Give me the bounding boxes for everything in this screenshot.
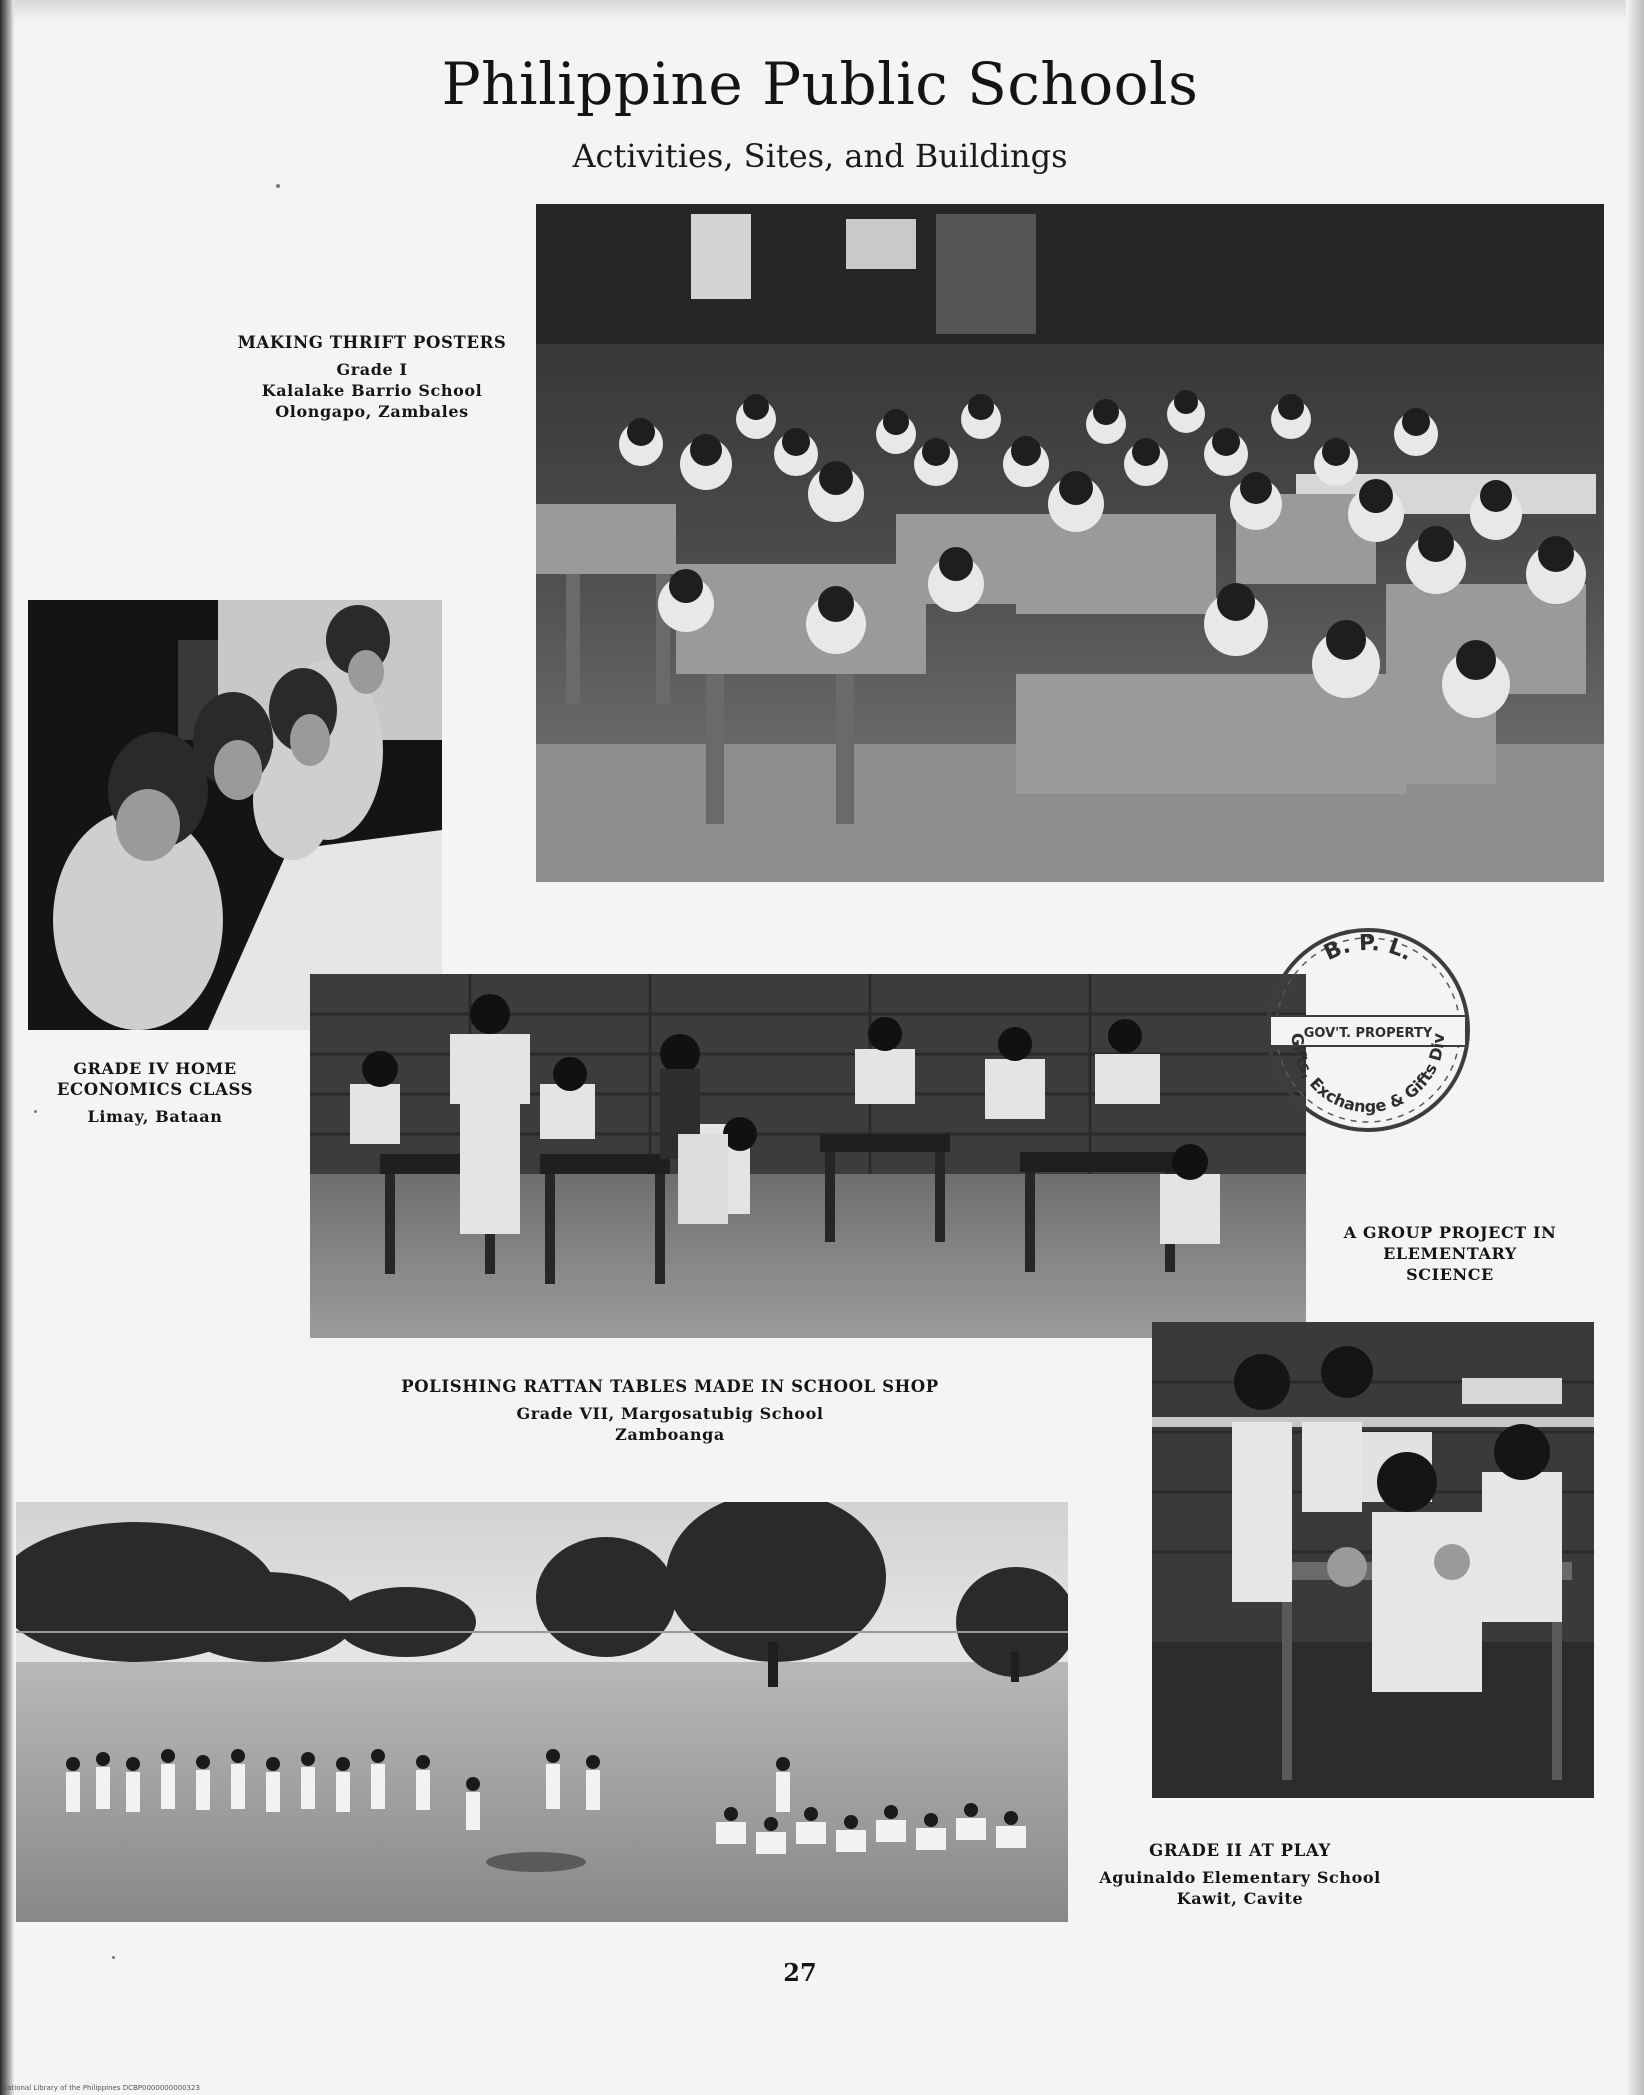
stamp-bottom-text: Gifts, Exchange & Gifts Div [1287, 1032, 1449, 1117]
caption-thrift-posters-grade: Grade I [336, 360, 408, 379]
photo-thrift-posters-classroom [536, 204, 1604, 882]
caption-group-project [1320, 1222, 1580, 1285]
stamp-top-text: B. P. L. [1320, 930, 1417, 967]
caption-thrift-posters-location: Olongapo, Zambales [275, 402, 469, 421]
caption-group-project-head-2: ELEMENTARY [1383, 1244, 1517, 1263]
photo-polishing-rattan-tables [310, 974, 1306, 1338]
scan-edge-left [0, 0, 14, 2095]
caption-grade-ii-play-school: Aguinaldo Elementary School [1099, 1868, 1381, 1887]
dust-speck [276, 184, 280, 188]
dust-speck [112, 1956, 115, 1959]
photo-grade-ii-at-play [16, 1502, 1068, 1922]
caption-thrift-posters-head: MAKING THRIFT POSTERS [237, 333, 507, 352]
caption-home-economics-location: Limay, Bataan [87, 1107, 223, 1126]
caption-home-economics-head-2: ECONOMICS CLASS [56, 1080, 254, 1099]
caption-rattan-tables-head: POLISHING RATTAN TABLES MADE IN SCHOOL SHOP [401, 1377, 939, 1396]
caption-group-project-head-3: SCIENCE [1406, 1265, 1494, 1284]
caption-rattan-tables [390, 1376, 950, 1445]
photo-home-economics-class [28, 600, 442, 1030]
caption-grade-ii-play [1090, 1840, 1390, 1909]
photo-group-science-project [1152, 1322, 1594, 1798]
page-subtitle: Activities, Sites, and Buildings [572, 137, 1068, 175]
home-economics-illustration [28, 600, 442, 1030]
caption-thrift-posters [232, 332, 512, 422]
footer-credit: National Library of the Philippines DCBP0000000000323 [2, 2084, 200, 2092]
rattan-tables-illustration [310, 974, 1306, 1338]
caption-grade-ii-play-head: GRADE II AT PLAY [1149, 1841, 1331, 1860]
stamp-middle-text: GOV'T. PROPERTY [1303, 1026, 1433, 1041]
scan-edge-right [1626, 0, 1644, 2095]
caption-grade-ii-play-location: Kawit, Cavite [1176, 1889, 1304, 1908]
science-project-illustration [1152, 1322, 1594, 1798]
dust-speck [34, 1110, 37, 1113]
classroom-illustration [536, 204, 1604, 882]
page-title: Philippine Public Schools [441, 50, 1199, 118]
caption-home-economics [40, 1058, 270, 1127]
play-field-illustration [16, 1502, 1068, 1922]
caption-group-project-head-1: A GROUP PROJECT IN [1343, 1223, 1557, 1242]
caption-rattan-tables-school: Grade VII, Margosatubig School [516, 1404, 824, 1423]
caption-home-economics-head-1: GRADE IV HOME [73, 1059, 237, 1078]
caption-thrift-posters-school: Kalalake Barrio School [261, 381, 483, 400]
library-stamp [1262, 918, 1474, 1136]
caption-rattan-tables-location: Zamboanga [615, 1425, 725, 1444]
page-number: 27 [783, 1958, 817, 1987]
scan-edge-top [0, 0, 1644, 22]
